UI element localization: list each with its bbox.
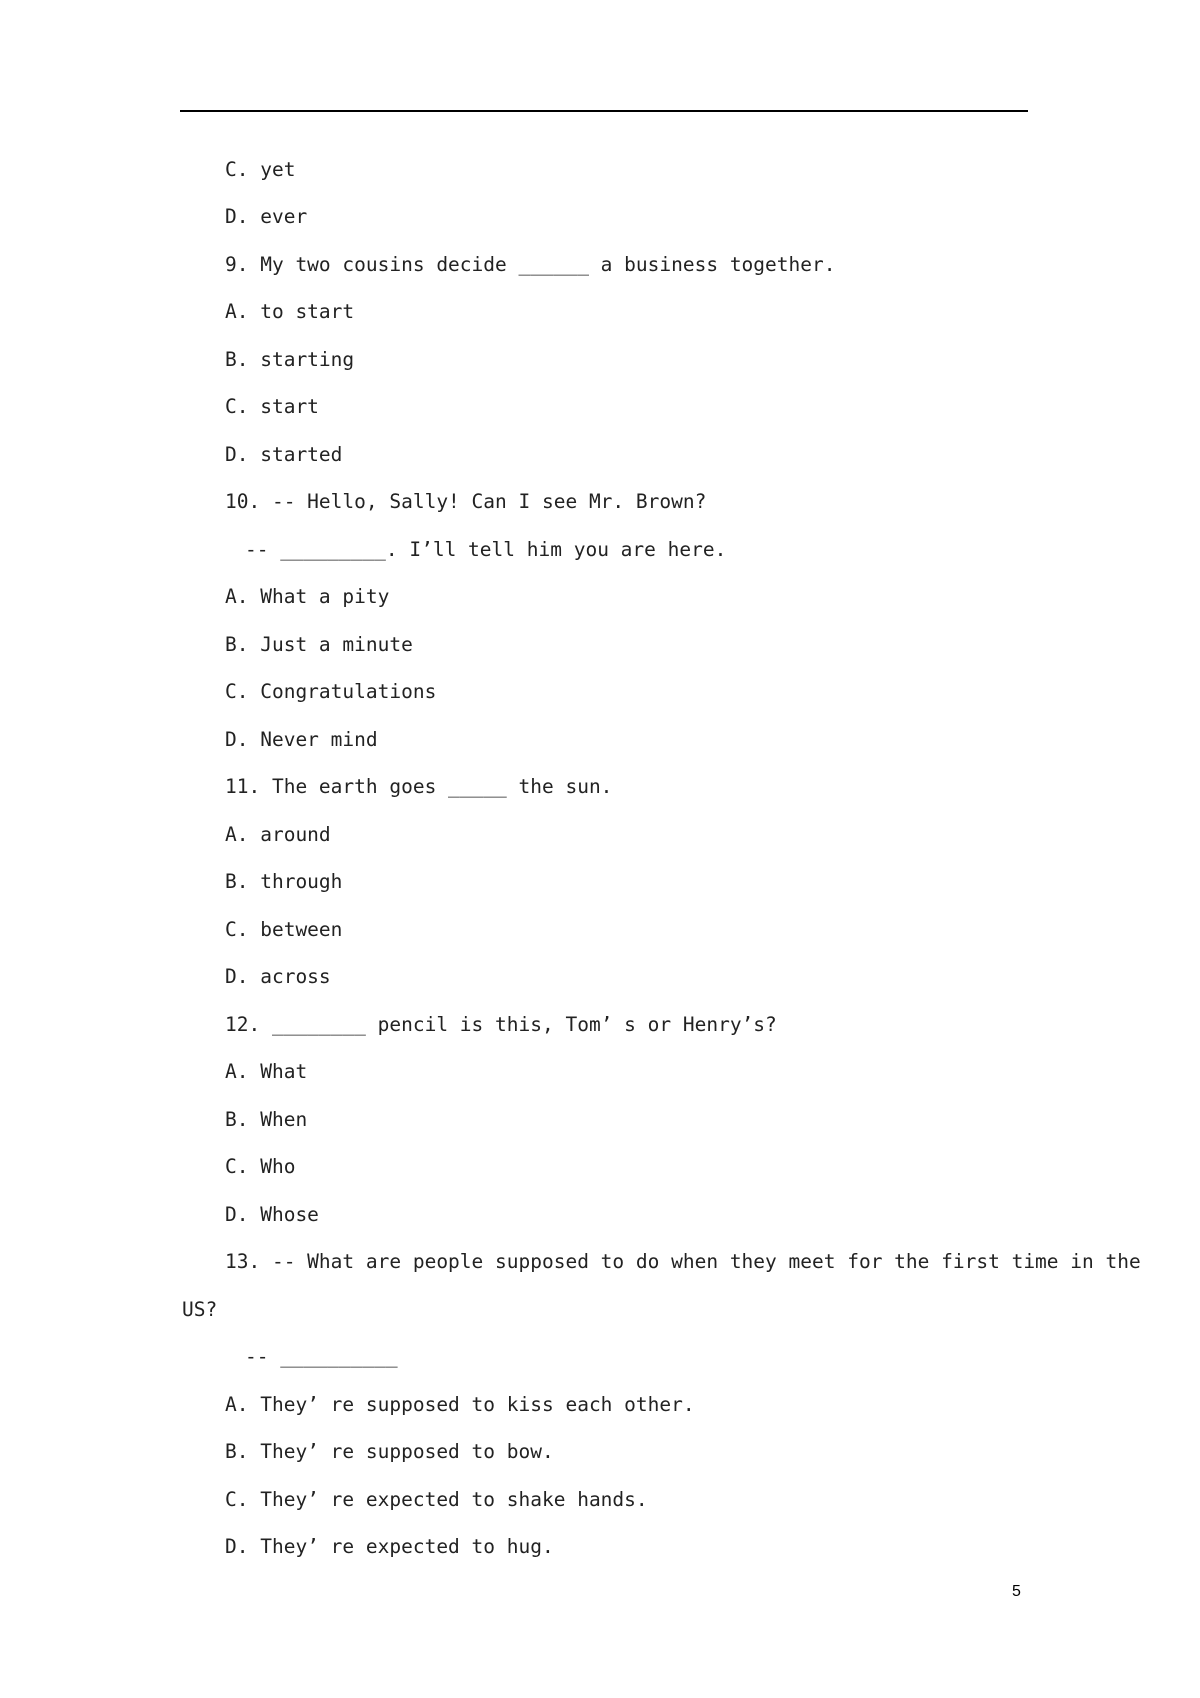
option-8c: C. yet — [225, 158, 296, 181]
option-9c: C. start — [225, 395, 319, 418]
option-10b: B. Just a minute — [225, 633, 413, 656]
option-11d: D. across — [225, 965, 331, 988]
option-13a: A. They’ re supposed to kiss each other. — [225, 1393, 695, 1416]
option-11a: A. around — [225, 823, 331, 846]
question-11: 11. The earth goes _____ the sun. — [225, 775, 613, 798]
page-number: 5 — [1012, 1583, 1021, 1600]
option-10a: A. What a pity — [225, 585, 390, 608]
question-9: 9. My two cousins decide ______ a business together. — [225, 253, 836, 276]
question-13-continued: US? — [182, 1298, 218, 1321]
option-12b: B. When — [225, 1108, 308, 1131]
question-13: 13. -- What are people supposed to do when they meet for the first time in the — [225, 1250, 1141, 1273]
option-8d: D. ever — [225, 205, 308, 228]
question-13-reply: -- __________ — [245, 1345, 398, 1368]
option-9a: A. to start — [225, 300, 355, 323]
question-10-reply: -- _________. I’ll tell him you are here. — [245, 538, 727, 561]
option-12c: C. Who — [225, 1155, 296, 1178]
header-rule — [180, 110, 1028, 112]
option-11b: B. through — [225, 870, 343, 893]
option-13b: B. They’ re supposed to bow. — [225, 1440, 554, 1463]
option-12d: D. Whose — [225, 1203, 319, 1226]
option-9b: B. starting — [225, 348, 355, 371]
option-13d: D. They’ re expected to hug. — [225, 1535, 554, 1558]
option-9d: D. started — [225, 443, 343, 466]
option-10c: C. Congratulations — [225, 680, 437, 703]
question-12: 12. ________ pencil is this, Tom’ s or Henry’s? — [225, 1013, 777, 1036]
option-10d: D. Never mind — [225, 728, 378, 751]
option-13c: C. They’ re expected to shake hands. — [225, 1488, 648, 1511]
option-11c: C. between — [225, 918, 343, 941]
option-12a: A. What — [225, 1060, 308, 1083]
question-10: 10. -- Hello, Sally! Can I see Mr. Brown? — [225, 490, 707, 513]
